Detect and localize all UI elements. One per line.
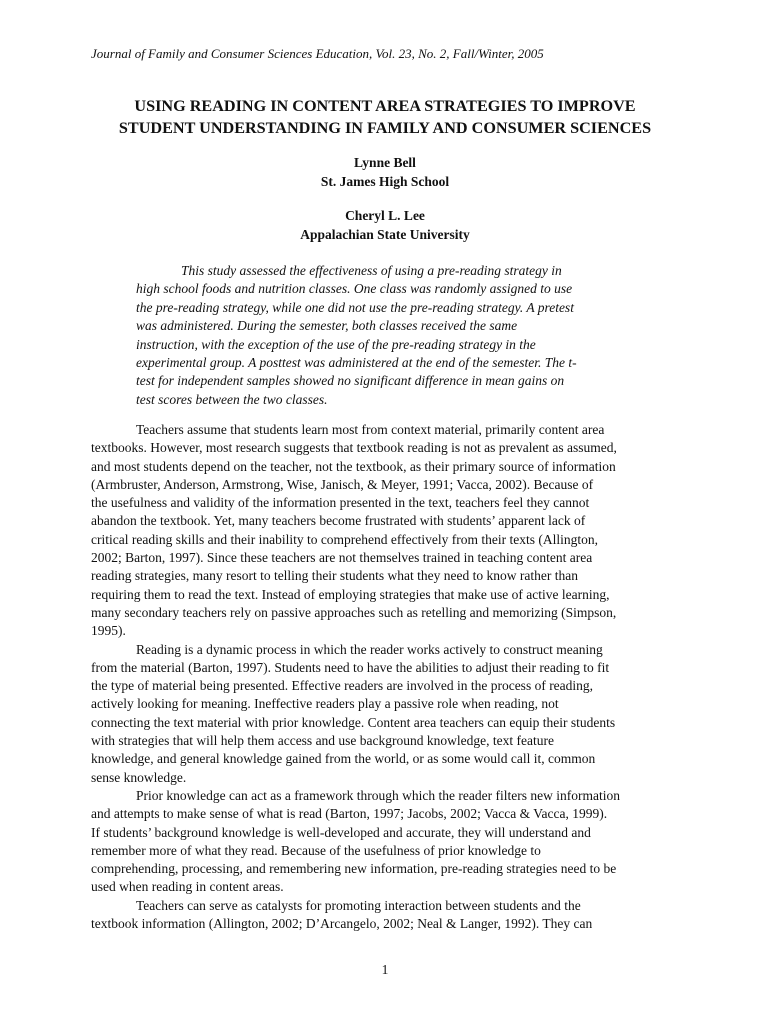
title-line: USING READING IN CONTENT AREA STRATEGIES TO IMPROVE <box>134 97 636 115</box>
body-line: requiring them to read the text. Instead of employing strategies that make use of active learning, <box>91 586 610 602</box>
body-line: reading strategies, many resort to telling their students what they need to know rather than <box>91 568 578 584</box>
abstract <box>136 262 636 409</box>
paper-title <box>60 95 710 139</box>
body-line: knowledge, and general knowledge gained from the world, or as some would call it, common <box>91 751 596 767</box>
abstract-line: test for independent samples showed no significant difference in mean gains on <box>136 373 565 389</box>
title-line: STUDENT UNDERSTANDING IN FAMILY AND CONSUMER SCIENCES <box>118 119 652 137</box>
abstract-line: test scores between the two classes. <box>136 391 328 407</box>
body-line: textbooks. However, most research suggests that textbook reading is not as prevalent as assumed, <box>91 440 617 456</box>
body-text <box>91 421 681 933</box>
body-line: Prior knowledge can act as a framework through which the reader filters new information <box>136 787 620 803</box>
body-line: the type of material being presented. Effective readers are involved in the process of reading, <box>91 678 594 694</box>
running-head: Journal of Family and Consumer Sciences Education, Vol. 23, No. 2, Fall/Winter, 2005 <box>91 46 544 61</box>
body-line: abandon the textbook. Yet, many teachers become frustrated with students’ apparent lack of <box>91 513 586 529</box>
author-affiliation: Appalachian State University <box>300 227 470 242</box>
body-line: many secondary teachers rely on passive approaches such as retelling and memorizing (Simpson, <box>91 604 617 620</box>
body-line: sense knowledge. <box>91 769 187 785</box>
abstract-line: was administered. During the semester, both classes received the same <box>136 318 518 334</box>
author-name: Cheryl L. Lee <box>345 208 425 223</box>
body-line: remember more of what they read. Because of the usefulness of prior knowledge to <box>91 842 541 858</box>
body-line: used when reading in content areas. <box>91 879 284 895</box>
body-line: textbook information (Allington, 2002; D’Arcangelo, 2002; Neal & Langer, 1992). They can <box>91 916 593 932</box>
abstract-line: This study assessed the effectiveness of using a pre-reading strategy in <box>181 263 562 278</box>
body-line: (Armbruster, Anderson, Armstrong, Wise, Janisch, & Meyer, 1991; Vacca, 2002). Because of <box>91 476 594 492</box>
body-line: If students’ background knowledge is well-developed and accurate, they will understand and <box>91 824 591 840</box>
abstract-line: experimental group. A posttest was administered at the end of the semester. The t- <box>136 355 577 371</box>
abstract-line: the pre-reading strategy, while one did not use the pre-reading strategy. A pretest <box>136 299 574 315</box>
body-line: Teachers can serve as catalysts for promoting interaction between students and the <box>136 897 581 913</box>
body-line: Teachers assume that students learn most from context material, primarily content area <box>136 422 605 437</box>
body-line: the usefulness and validity of the information presented in the text, teachers feel they cannot <box>91 495 590 511</box>
body-line: critical reading skills and their inability to comprehend effectively from their texts (Allington, <box>91 531 598 547</box>
body-line: Reading is a dynamic process in which the reader works actively to construct meaning <box>136 641 603 657</box>
body-line: with strategies that will help them access and use background knowledge, text feature <box>91 733 554 749</box>
author-name: Lynne Bell <box>354 155 416 170</box>
body-line: and attempts to make sense of what is read (Barton, 1997; Jacobs, 2002; Vacca & Vacca, 1999). <box>91 806 608 822</box>
author-block <box>60 153 710 191</box>
page-number: 1 <box>381 962 389 977</box>
body-line: from the material (Barton, 1997). Students need to have the abilities to adjust their reading to fit <box>91 659 610 675</box>
body-line: actively looking for meaning. Ineffective readers play a passive role when reading, not <box>91 696 559 712</box>
body-line: connecting the text material with prior knowledge. Content area teachers can equip their students <box>91 714 616 730</box>
body-line: 1995). <box>91 623 126 639</box>
author-block <box>60 206 710 244</box>
body-line: comprehending, processing, and remembering new information, pre-reading strategies need to be <box>91 861 617 877</box>
body-line: and most students depend on the teacher, not the textbook, as their primary source of information <box>91 458 616 474</box>
abstract-line: instruction, with the exception of the use of the pre-reading strategy in the <box>136 336 536 352</box>
body-line: 2002; Barton, 1997). Since these teachers are not themselves trained in teaching content area <box>91 550 593 566</box>
author-affiliation: St. James High School <box>320 174 450 189</box>
abstract-line: high school foods and nutrition classes. One class was randomly assigned to use <box>136 281 573 297</box>
